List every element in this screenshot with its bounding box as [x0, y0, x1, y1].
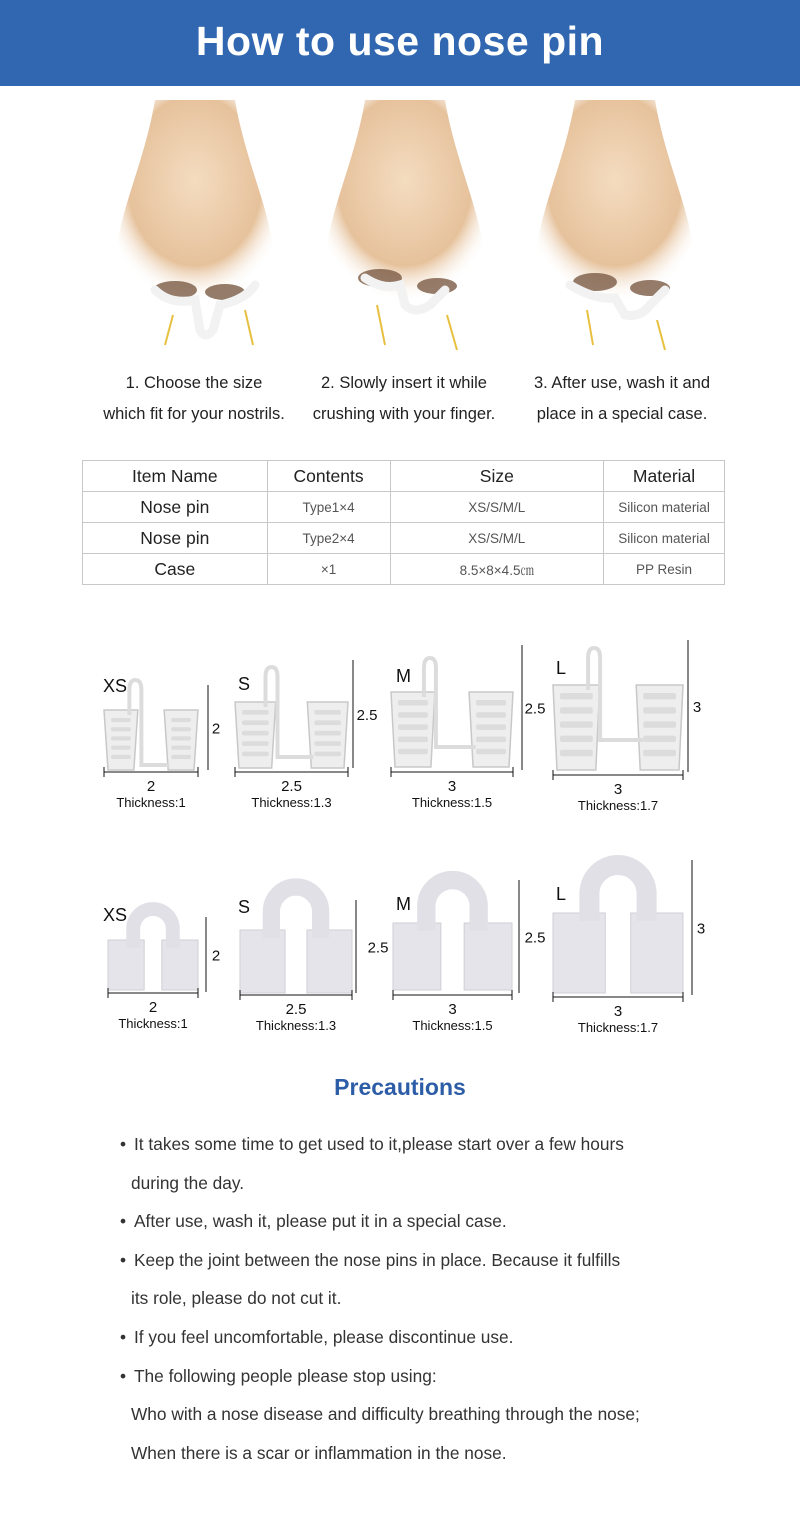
cage-slot	[111, 755, 131, 759]
cage-slot	[476, 737, 506, 742]
cage-slot	[242, 710, 269, 715]
plug	[240, 930, 285, 993]
cage-slot	[560, 721, 593, 727]
precautions-list	[120, 1125, 760, 1472]
precautions-title: Precautions	[334, 1074, 466, 1100]
width-value: 3	[447, 778, 457, 795]
cage-slot	[560, 750, 593, 756]
cage-slot	[111, 718, 131, 722]
precaution-item	[120, 1357, 760, 1396]
size-item-xs	[103, 905, 220, 1031]
step-caption-2: 2. Slowly insert it while crushing with your finger.	[312, 374, 496, 423]
thickness-label: Thickness:1.3	[255, 1018, 337, 1033]
precaution-text: It takes some time to get used to it,please start over a few hours	[134, 1134, 624, 1154]
height-value: 3	[692, 699, 702, 716]
cage-slot	[111, 727, 131, 731]
cage-slot	[560, 693, 593, 699]
width-value: 2	[148, 999, 158, 1016]
size-label: M	[396, 666, 411, 686]
size-item-l	[553, 860, 705, 1035]
cage-slot	[643, 693, 676, 699]
size-item-xs	[103, 676, 220, 810]
cage-slot	[643, 707, 676, 713]
height-value: 2.5	[524, 700, 546, 718]
precaution-item	[120, 1125, 760, 1164]
cage-slot	[171, 755, 191, 759]
bullet-icon: •	[120, 1365, 127, 1386]
page-title: How to use nose pin	[195, 18, 605, 64]
plug-arch	[589, 865, 646, 921]
cage-slot	[314, 741, 341, 746]
cage-slot	[398, 712, 428, 717]
height-value: 3	[696, 920, 706, 938]
cage-slot	[560, 707, 593, 713]
cage-slot	[242, 752, 269, 757]
size-label: M	[396, 894, 411, 914]
plug	[307, 930, 352, 993]
cage-slot	[314, 731, 341, 736]
nose-illustration-3	[515, 100, 715, 365]
width-value: 3	[613, 781, 623, 798]
height-value: 2.5	[367, 939, 389, 957]
size-label: L	[556, 658, 567, 678]
precaution-item	[120, 1318, 760, 1357]
plug	[393, 923, 441, 990]
height-value: 2.5	[524, 929, 546, 947]
usage-steps	[0, 100, 800, 440]
thickness-label: Thickness:1	[118, 1016, 188, 1031]
width-value: 2	[146, 778, 156, 795]
cage-slot	[398, 700, 428, 705]
cage-slot	[476, 749, 506, 754]
size-label: XS	[103, 905, 128, 925]
cage-slot	[643, 736, 676, 742]
width-value: 3	[613, 1003, 623, 1020]
thickness-label: Thickness:1.3	[251, 795, 332, 810]
cage-slot	[111, 736, 131, 740]
width-value: 2.5	[285, 1001, 307, 1018]
precaution-text: After use, wash it, please put it in a special case.	[134, 1211, 507, 1232]
cage-slot	[171, 727, 191, 731]
type2-size-chart	[0, 855, 800, 1055]
cage-slot	[242, 720, 269, 725]
precaution-continuation: its role, please do not cut it.	[131, 1288, 342, 1309]
plug-arch	[133, 909, 173, 948]
cage-slot	[171, 736, 191, 740]
bullet-icon: •	[120, 1134, 127, 1154]
width-value: 2.5	[281, 778, 302, 795]
thickness-label: Thickness:1	[116, 795, 186, 810]
type1-size-diagram	[0, 630, 800, 830]
type2-size-diagram	[0, 855, 800, 1055]
height-value: 2.5	[356, 707, 378, 724]
precaution-item	[120, 1241, 760, 1280]
precaution-text: The following people please stop using:	[134, 1365, 437, 1386]
plug	[553, 913, 605, 993]
cage-slot	[398, 724, 428, 729]
cage-slot	[643, 750, 676, 756]
cage-slot	[171, 718, 191, 722]
cage-slot	[314, 752, 341, 757]
size-item-s	[235, 660, 377, 810]
header-item-name: Item Name	[83, 461, 268, 492]
precaution-continuation: Who with a nose disease and difficulty breathing through the nose;	[131, 1404, 640, 1425]
cage-slot	[171, 746, 191, 750]
table-row: Case ×1 8.5×8×4.5㎝ PP Resin	[83, 554, 725, 585]
table-header-row	[83, 461, 725, 492]
cage-slot	[111, 746, 131, 750]
precaution-text: Keep the joint between the nose pins in place. Because it fulfills	[134, 1249, 621, 1270]
table-row: Nose pin Type1×4 XS/S/M/L Silicon material	[83, 492, 725, 523]
thickness-label: Thickness:1.5	[412, 1018, 493, 1033]
plug-arch	[426, 880, 478, 931]
thickness-label: Thickness:1.7	[577, 1020, 659, 1035]
plug	[631, 913, 683, 993]
cage-slot	[314, 710, 341, 715]
contents-table	[82, 460, 725, 585]
nose-illustration-1	[95, 100, 295, 365]
header-size: Size	[390, 461, 604, 492]
header-material: Material	[604, 461, 725, 492]
size-item-l	[553, 640, 701, 813]
precaution-item	[120, 1202, 760, 1241]
nose-illustration-2	[305, 100, 505, 365]
size-label: XS	[103, 676, 128, 696]
step-caption-3: 3. After use, wash it and place in a special case.	[533, 374, 711, 423]
type1-size-chart	[0, 630, 800, 830]
size-item-m	[393, 880, 545, 1033]
cage-slot	[560, 736, 593, 742]
table-row: Nose pin Type2×4 XS/S/M/L Silicon material	[83, 523, 725, 554]
height-value: 2	[211, 720, 221, 738]
plug-arch	[271, 887, 320, 938]
header-contents: Contents	[267, 461, 390, 492]
bullet-icon: •	[120, 1249, 127, 1270]
cage-slot	[643, 721, 676, 727]
cage-slot	[476, 724, 506, 729]
size-item-s	[238, 887, 388, 1033]
cage-slot	[476, 700, 506, 705]
precaution-continuation: When there is a scar or inflammation in the nose.	[131, 1442, 507, 1463]
height-value: 2	[211, 947, 221, 965]
thickness-label: Thickness:1.5	[411, 795, 493, 810]
precaution-continuation: during the day.	[131, 1172, 245, 1193]
bullet-icon: •	[120, 1211, 127, 1232]
size-label: S	[238, 674, 251, 694]
cage-slot	[398, 737, 428, 742]
title-banner	[0, 0, 800, 86]
precaution-text: If you feel uncomfortable, please discontinue use.	[134, 1326, 514, 1347]
size-label: L	[556, 884, 567, 904]
cage-slot	[314, 720, 341, 725]
size-item-m	[391, 645, 545, 810]
width-value: 3	[448, 1001, 457, 1018]
bullet-icon: •	[120, 1326, 127, 1347]
step-caption-1: 1. Choose the size which fit for your nostrils.	[103, 374, 285, 423]
size-label: S	[238, 897, 251, 917]
cage-slot	[398, 749, 428, 754]
plug	[464, 923, 512, 990]
cage-slot	[242, 731, 269, 736]
cage-slot	[476, 712, 506, 717]
thickness-label: Thickness:1.7	[577, 798, 659, 813]
cage-slot	[242, 741, 269, 746]
